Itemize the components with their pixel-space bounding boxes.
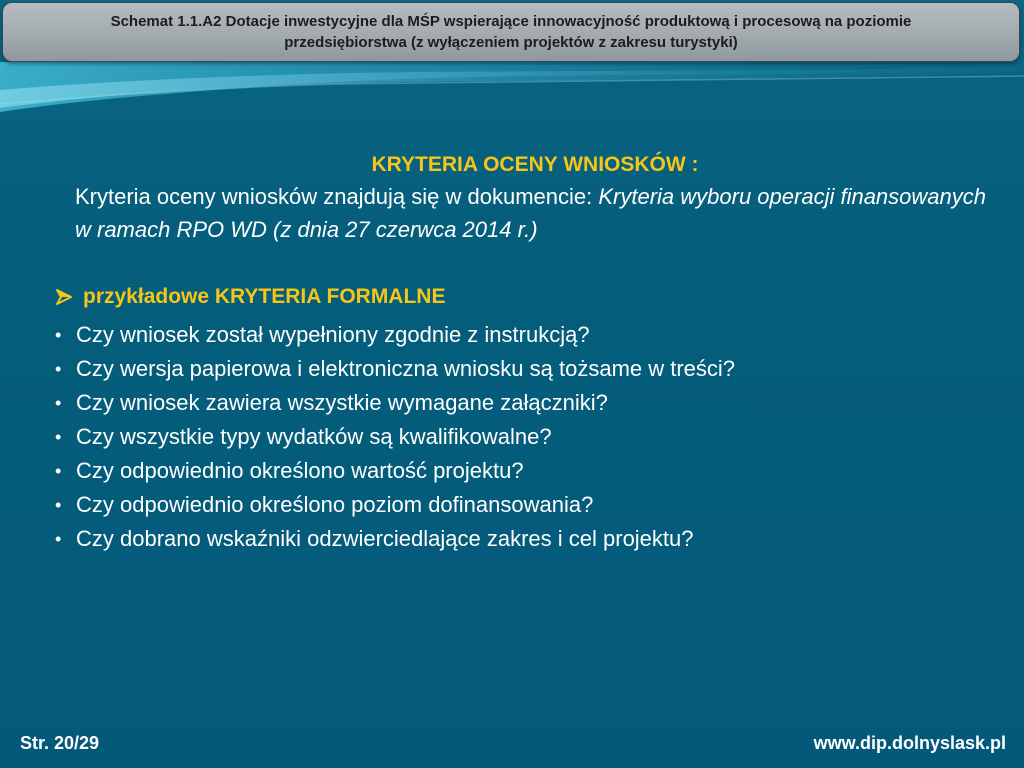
list-item-text: Czy wniosek został wypełniony zgodnie z instrukcją? [76,322,590,347]
bullet-icon: • [55,427,62,447]
list-item [55,352,995,386]
bullet-icon: • [55,495,62,515]
list-item [55,522,995,556]
title-banner [2,2,1020,62]
list-item [55,420,995,454]
bullet-icon: • [55,529,62,549]
bullet-icon: • [55,325,62,345]
list-item-text: Czy odpowiednio określono poziom dofinansowania? [76,492,594,517]
title-line-2: przedsiębiorstwa (z wyłączeniem projektów z zakresu turystyki) [284,34,738,51]
list-item-text: Czy dobrano wskaźniki odzwierciedlające zakres i cel projektu? [76,526,694,551]
list-item [55,454,995,488]
formal-criteria-label: przykładowe KRYTERIA FORMALNE [83,285,446,308]
list-item-text: Czy wszystkie typy wydatków są kwalifikowalne? [76,424,552,449]
bullet-icon: • [55,461,62,481]
list-item [55,318,995,352]
list-item-text: Czy wersja papierowa i elektroniczna wniosku są tożsame w treści? [76,356,736,381]
formal-criteria-heading [55,282,995,312]
criteria-desc-plain: Kryteria oceny wniosków znajdują się w dokumencie: [75,184,599,209]
list-item-text: Czy wniosek zawiera wszystkie wymagane załączniki? [76,390,608,415]
criteria-description [75,180,995,246]
list-item [55,386,995,420]
page-number: Str. 20/29 [20,733,100,753]
criteria-heading: KRYTERIA OCENY WNIOSKÓW : [371,153,699,176]
slide-title [111,11,912,53]
arrow-bullet-icon [55,288,73,306]
criteria-desc-document: Kryteria wyboru operacji finansowanych w ramach RPO WD (z dnia 27 czerwca 2014 r.) [75,184,986,242]
formal-criteria-list [55,318,995,556]
bullet-icon: • [55,393,62,413]
footer-url: www.dip.dolnyslask.pl [813,733,1006,753]
main-content [55,150,995,556]
bullet-icon: • [55,359,62,379]
title-line-1: Schemat 1.1.A2 Dotacje inwestycyjne dla MŚP wspierające innowacyjność produktową i procesową na poziomie [110,13,912,30]
list-item-text: Czy odpowiednio określono wartość projektu? [76,458,524,483]
list-item [55,488,995,522]
